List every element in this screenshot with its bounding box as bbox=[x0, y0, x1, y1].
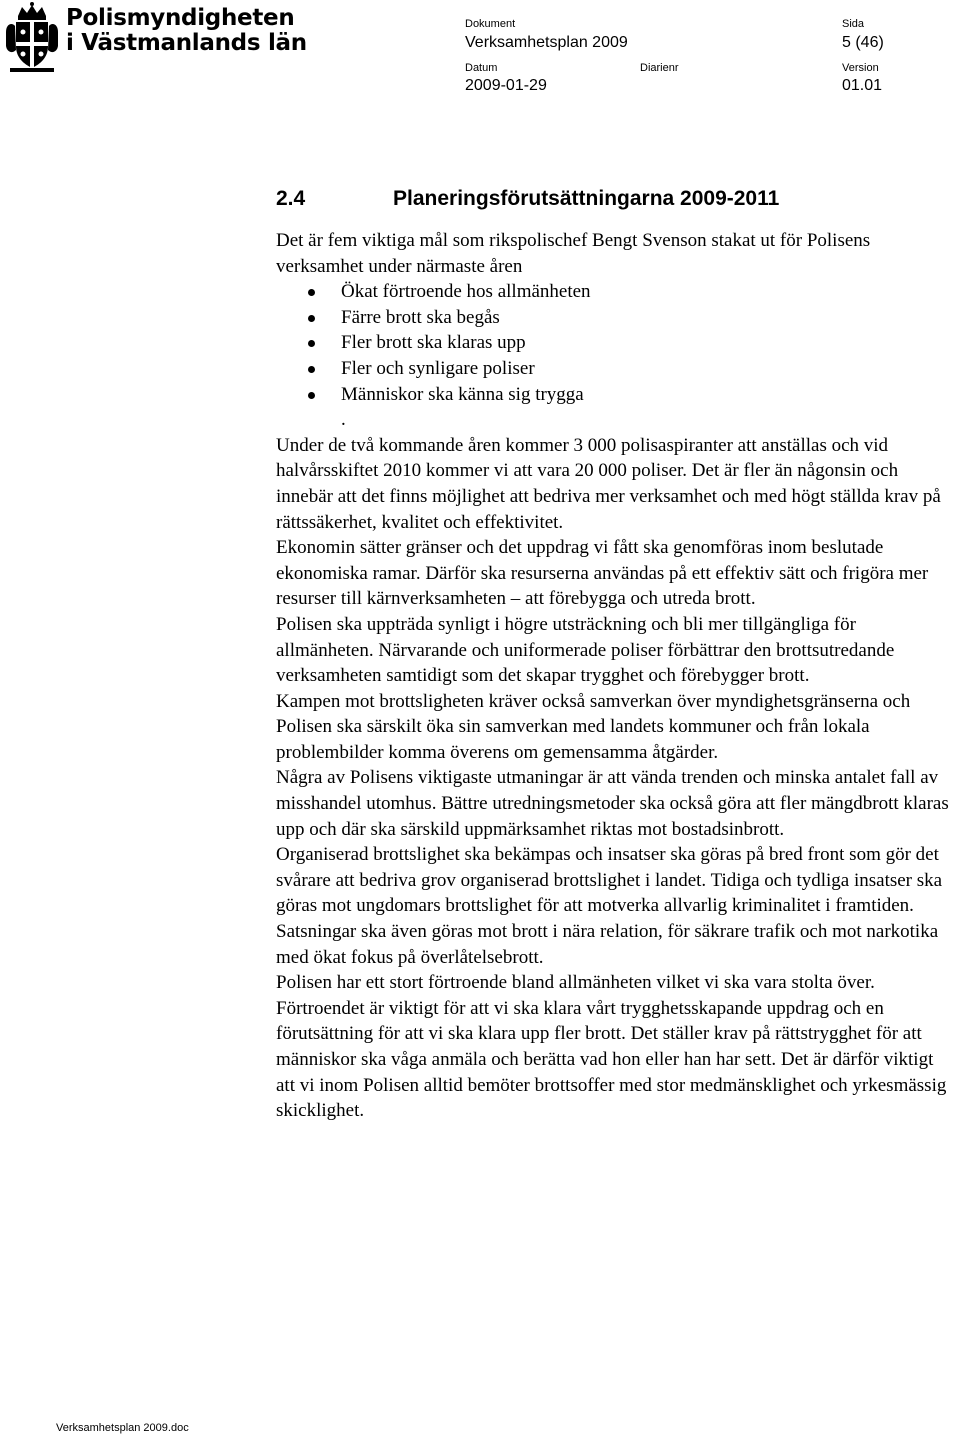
section-heading bbox=[276, 186, 779, 212]
organization-name bbox=[66, 6, 307, 56]
dokument-label: Dokument bbox=[465, 18, 516, 30]
version-value: 01.01 bbox=[842, 77, 883, 94]
bullet-icon bbox=[308, 366, 315, 373]
paragraph: Organiserad brottslighet ska bekämpas och insatser ska göras på bred front som gör det svårare att bedriva grov organiserad brottslighet i landet. Tidiga och tydliga insatser ska göras mot ungdomars brottslighet för att motverka allvarlig kriminalitet i framtiden. Satsningar ska även göras mot brott i nära relation, för säkrare trafik och mot narkotika med ökat fokus på överlåtelsebrott. bbox=[276, 844, 943, 968]
sida-value: 5 (46) bbox=[842, 34, 884, 51]
list-item: Fler brott ska klaras upp bbox=[276, 330, 954, 356]
org-name-line1: Polismyndigheten bbox=[66, 5, 295, 31]
intro-paragraph: Det är fem viktiga mål som rikspolischef Bengt Svenson stakat ut för Polisens verksamhet under närmaste åren bbox=[276, 230, 871, 277]
sida-label: Sida bbox=[842, 18, 865, 30]
dokument-value: Verksamhetsplan 2009 bbox=[465, 34, 628, 51]
diarienr-label: Diarienr bbox=[640, 62, 679, 74]
datum-label: Datum bbox=[465, 62, 498, 74]
crown-shield-icon bbox=[4, 2, 60, 74]
list-item: Människor ska känna sig trygga bbox=[276, 382, 954, 408]
paragraph: Några av Polisens viktigaste utmaningar är att vända trenden och minska antalet fall av misshandel utomhus. Bättre utredningsmetoder ska också göra att fler mängdbrott klaras upp och där ska särskild uppmärksamhet riktas mot bostadsinbrott. bbox=[276, 767, 949, 840]
goals-list bbox=[276, 279, 954, 407]
version-label: Version bbox=[842, 62, 879, 74]
bullet-icon bbox=[308, 289, 315, 296]
list-item: Färre brott ska begås bbox=[276, 305, 954, 331]
list-end-period: . bbox=[341, 409, 346, 431]
section-title: Planeringsförutsättningarna 2009-2011 bbox=[393, 187, 780, 210]
list-item: Fler och synligare poliser bbox=[276, 356, 954, 382]
bullet-icon bbox=[308, 392, 315, 399]
footer-filename: Verksamhetsplan 2009.doc bbox=[56, 1422, 189, 1434]
section-number: 2.4 bbox=[276, 187, 306, 210]
paragraph: Under de två kommande åren kommer 3 000 polisaspiranter att anställas och vid halvårsskiftet 2010 kommer vi att vara 20 000 poliser. Det är fler än någonsin och innebär att det finns möjlighet att bedriva mer verksamhet och med högt ställda krav på rättssäkerhet, kvalitet och effektivitet. bbox=[276, 434, 941, 533]
org-name-line2: i Västmanlands län bbox=[66, 30, 307, 56]
paragraph: Polisen ska uppträda synligt i högre utsträckning och bli mer tillgängliga för allmänheten. Närvarande och uniformerade poliser förbättrar den brottsutredande verksamheten samtidigt som det skapar trygghet och förebygger brott. bbox=[276, 613, 895, 687]
body-text bbox=[276, 228, 954, 1124]
paragraph: Kampen mot brottsligheten kräver också samverkan över myndighetsgränserna och Polisen ska särskilt öka sin samverkan med landets kommuner och från lokala problembilder komma överens om gemensamma åtgärder. bbox=[276, 690, 911, 763]
bullet-icon bbox=[308, 340, 315, 347]
bullet-icon bbox=[308, 315, 315, 322]
paragraph: Polisen har ett stort förtroende bland allmänheten vilket vi ska vara stolta över. Förtroendet är viktigt för att vi ska klara vårt trygghetsskapande uppdrag och en förutsättning för att vi ska klara upp fler brott. Det ställer krav på rättstrygghet för att människor ska våga anmäla och berätta vad hon eller han har sett. Det är därför viktigt att vi inom Polisen alltid bemöter brottsoffer med stor medmänsklighet och yrkesmässig skicklighet. bbox=[276, 972, 947, 1122]
police-logo bbox=[4, 2, 307, 74]
datum-value: 2009-01-29 bbox=[465, 77, 547, 94]
paragraph: Ekonomin sätter gränser och det uppdrag vi fått ska genomföras inom beslutade ekonomiska ramar. Därför ska resurserna användas på ett effektiv sätt och frigöra mer resurser till kärnverksamheten – att förebygga och utreda brott. bbox=[276, 537, 929, 610]
list-item: Ökat förtroende hos allmänheten bbox=[276, 279, 954, 305]
